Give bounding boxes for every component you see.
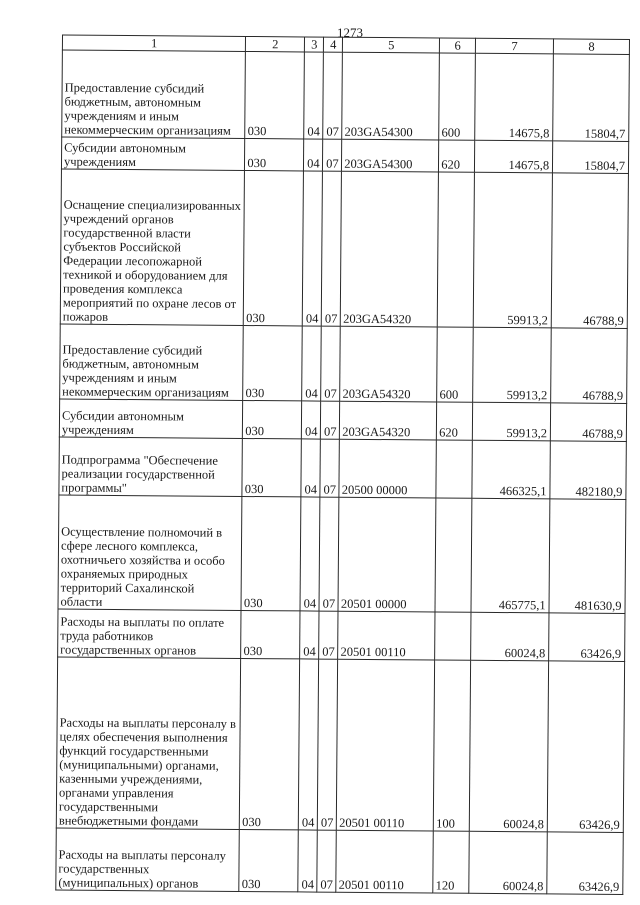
- code-csr: 20501 00110: [336, 830, 433, 893]
- expense-name: Предоставление субсидий бюджетным, автономным учреждениям и иным некоммерческим организациям: [60, 324, 244, 400]
- code-vr: 100: [434, 660, 471, 831]
- code-pr: 07: [319, 497, 339, 611]
- code-rz: 04: [299, 659, 319, 830]
- amount-col8: 15804,7: [553, 54, 630, 142]
- table-row: [61, 137, 628, 173]
- code-rz: 04: [300, 611, 319, 659]
- code-pr: 07: [321, 326, 341, 401]
- column-header: 1: [62, 35, 245, 51]
- code-csr: 20501 00110: [337, 659, 435, 831]
- code-gr: 030: [242, 438, 301, 496]
- expense-name: Расходы на выплаты персоналу в целях обеспечения выполнения функций государственными (муниципальными) органами, казенными учреждениями, органами управления государственными внебюджетными фондами: [56, 657, 241, 829]
- table-row: [58, 495, 626, 613]
- amount-col8: 46788,9: [550, 403, 626, 442]
- table-row: [60, 324, 628, 403]
- code-gr: 030: [240, 658, 300, 829]
- code-pr: 07: [323, 139, 342, 171]
- code-rz: 04: [298, 830, 317, 892]
- amount-col7: 14675,8: [475, 53, 554, 141]
- table-row: [59, 399, 626, 441]
- code-vr: [435, 498, 472, 612]
- code-csr: 203GA54300: [342, 139, 439, 172]
- expense-name: Расходы на выплаты по оплате труда работников государственных органов: [58, 609, 242, 658]
- code-gr: 030: [239, 829, 299, 891]
- expense-name: Субсидии автономным учреждениям: [59, 399, 243, 438]
- code-rz: 04: [301, 439, 320, 497]
- column-header: 8: [553, 39, 629, 55]
- code-pr: 07: [321, 401, 340, 439]
- amount-col8: 63426,9: [549, 613, 625, 662]
- code-vr: [438, 172, 475, 327]
- column-header: 6: [440, 38, 476, 53]
- amount-col7: 60024,8: [469, 831, 547, 894]
- amount-col8: 481630,9: [549, 499, 626, 614]
- code-rz: 04: [304, 139, 323, 171]
- code-vr: 600: [437, 327, 473, 402]
- code-csr: 203GA54320: [340, 401, 437, 440]
- code-csr: 20501 00110: [338, 611, 435, 660]
- amount-col8: 482180,9: [550, 441, 626, 500]
- code-pr: 07: [320, 439, 339, 497]
- amount-col7: 59913,2: [473, 172, 552, 328]
- amount-col8: 63426,9: [547, 661, 624, 833]
- code-pr: 07: [319, 611, 338, 659]
- amount-col8: 63426,9: [547, 832, 623, 895]
- table-row: [59, 437, 626, 499]
- column-header: 7: [475, 38, 553, 54]
- amount-col7: 14675,8: [475, 140, 553, 173]
- code-gr: 030: [241, 496, 301, 610]
- code-gr: 030: [241, 610, 300, 658]
- expense-name: Расходы на выплаты персоналу государственных (муниципальных) органов: [56, 828, 240, 891]
- expense-name: Оснащение специализированных учреждений органов государственной власти субъектов Российской Федерации лесопожарной техникой и оборудованием для проведения комплекса мероприятий по охране лесов от пожаров: [60, 169, 245, 325]
- code-csr: 203GA54300: [342, 52, 440, 140]
- page-number: 1273: [337, 25, 363, 40]
- code-pr: 07: [318, 659, 338, 830]
- code-rz: 04: [302, 401, 321, 439]
- code-csr: 203GA54320: [341, 171, 439, 327]
- amount-col8: 46788,9: [551, 328, 627, 404]
- code-vr: 620: [439, 140, 475, 172]
- code-pr: 07: [323, 52, 343, 139]
- amount-col7: 59913,2: [472, 402, 550, 441]
- code-vr: 120: [433, 831, 469, 893]
- code-vr: [436, 440, 472, 498]
- table-row: [60, 169, 628, 328]
- code-rz: 04: [300, 497, 320, 611]
- code-vr: 620: [437, 402, 473, 440]
- amount-col8: 46788,9: [551, 173, 628, 329]
- table-row: [56, 657, 624, 832]
- table-row: [56, 828, 623, 894]
- code-csr: 20500 00000: [339, 439, 436, 498]
- column-header: 5: [343, 37, 440, 53]
- code-gr: 030: [244, 170, 304, 325]
- code-rz: 04: [303, 171, 323, 326]
- amount-col7: 60024,8: [471, 612, 549, 661]
- column-header: 2: [246, 36, 305, 51]
- code-gr: 030: [243, 325, 303, 400]
- column-header: 3: [305, 37, 324, 52]
- amount-col8: 15804,7: [553, 141, 629, 174]
- code-gr: 030: [245, 51, 305, 138]
- code-pr: 07: [317, 830, 336, 892]
- column-header: 4: [324, 37, 343, 52]
- code-gr: 030: [245, 138, 304, 170]
- code-vr: 600: [439, 53, 476, 140]
- budget-table: [55, 35, 630, 895]
- code-vr: [435, 612, 471, 660]
- code-rz: 04: [304, 52, 324, 139]
- amount-col7: 465775,1: [471, 498, 550, 613]
- code-csr: 203GA54320: [340, 326, 438, 402]
- expense-name: Предоставление субсидий бюджетным, автономным учреждениям и иным некоммерческим организациям: [62, 50, 246, 138]
- code-csr: 20501 00000: [338, 497, 436, 612]
- code-gr: 030: [243, 400, 302, 438]
- table-row: [62, 50, 630, 141]
- expense-name: Осуществление полномочий в сфере лесного комплекса, охотничьего хозяйства и особо охраняемых природных территорий Сахалинской области: [58, 495, 242, 610]
- code-pr: 07: [322, 171, 342, 326]
- table-row: [58, 609, 625, 661]
- code-rz: 04: [302, 326, 322, 401]
- amount-col7: 466325,1: [472, 440, 550, 499]
- amount-col7: 60024,8: [469, 660, 548, 832]
- expense-name: Подпрограмма "Обеспечение реализации государственной программы": [59, 437, 243, 496]
- amount-col7: 59913,2: [473, 327, 552, 403]
- expense-name: Субсидии автономным учреждениям: [61, 137, 245, 170]
